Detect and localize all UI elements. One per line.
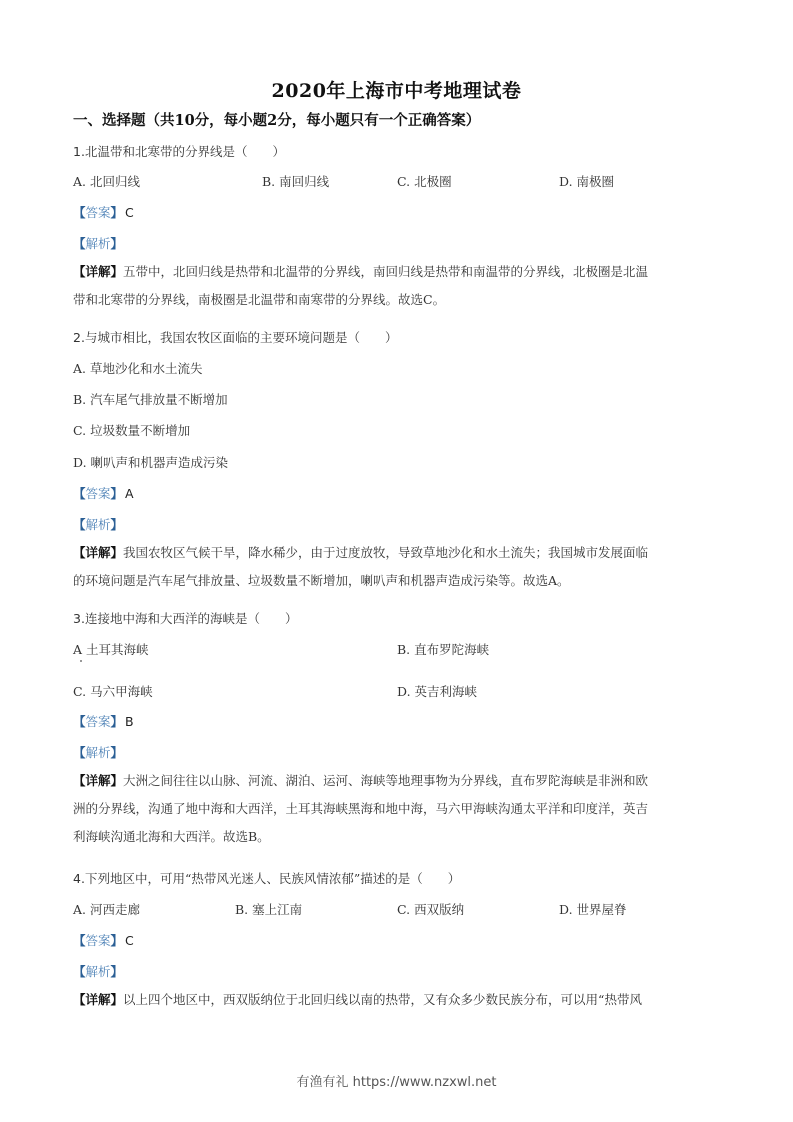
- detail-paragraph: [73, 986, 721, 1014]
- detail-line: 利海峡沟通北海和大西洋。故选B。: [73, 829, 270, 844]
- bracket-close: 】: [110, 545, 124, 560]
- answer-label: 答案: [85, 933, 111, 948]
- answer-line: [73, 484, 134, 502]
- bracket-open: 【: [73, 236, 86, 251]
- detail-label: 详解: [85, 545, 111, 560]
- detail-line: [73, 539, 721, 567]
- option-c: C. 西双版纳: [397, 902, 465, 917]
- question-number: 2.: [73, 330, 85, 345]
- bracket-open: 【: [73, 773, 86, 788]
- question-number: 4.: [73, 871, 85, 886]
- answer-line: [73, 203, 134, 221]
- option-a: A. 草地沙化和水土流失: [73, 361, 203, 376]
- answer-value: A: [125, 486, 134, 501]
- bracket-open: 【: [73, 745, 86, 760]
- answer-line: [73, 712, 134, 730]
- bracket-close: 】: [110, 714, 124, 729]
- detail-text: 以上四个地区中，西双版纳位于北回归线以南的热带，又有众多少数民族分布，可以用“热带风: [123, 992, 642, 1007]
- detail-label: 详解: [85, 992, 111, 1007]
- answer-label: 答案: [85, 714, 111, 729]
- bracket-close: 】: [110, 205, 124, 220]
- analysis-label-line: [73, 234, 123, 252]
- detail-paragraph: [73, 767, 721, 851]
- detail-text: 我国农牧区气候干旱，降水稀少，由于过度放牧，导致草地沙化和水土流失；我国城市发展面临: [123, 545, 649, 560]
- detail-paragraph: [73, 258, 721, 314]
- question-text: 下列地区中，可用“热带风光迷人、民族风情浓郁”描述的是（ ）: [84, 871, 461, 886]
- bracket-close: 】: [110, 933, 124, 948]
- bracket-close: 】: [110, 773, 124, 788]
- footer-watermark: 有渔有礼 https://www.nzxwl.net: [296, 1075, 497, 1090]
- bracket-open: 【: [73, 264, 86, 279]
- option-a: A. 河西走廊: [73, 902, 140, 917]
- detail-label: 详解: [85, 773, 111, 788]
- option-b: B. 南回归线: [262, 174, 330, 189]
- bracket-close: 】: [110, 964, 124, 979]
- bracket-open: 【: [73, 486, 86, 501]
- option-a: A. 北回归线: [73, 174, 140, 189]
- answer-label: 答案: [85, 486, 111, 501]
- analysis-label: 解析: [85, 964, 111, 979]
- bracket-open: 【: [73, 545, 86, 560]
- option-d: D. 喇叭声和机器声造成污染: [73, 455, 229, 470]
- bracket-open: 【: [73, 714, 86, 729]
- detail-line: 带和北寒带的分界线，南极圈是北温带和南寒带的分界线。故选C。: [73, 292, 446, 307]
- bracket-close: 】: [110, 486, 124, 501]
- answer-value: B: [125, 714, 134, 729]
- question-2-stem: [73, 328, 397, 346]
- question-1-stem: [73, 142, 285, 160]
- question-number: 1.: [73, 144, 85, 159]
- option-b: B. 直布罗陀海峡: [397, 642, 490, 657]
- analysis-label-line: [73, 743, 123, 761]
- option-d: D. 南极圈: [559, 174, 615, 189]
- analysis-label: 解析: [85, 745, 111, 760]
- bracket-open: 【: [73, 992, 86, 1007]
- detail-line: [73, 258, 721, 286]
- answer-line: [73, 931, 134, 949]
- detail-line: 洲的分界线，沟通了地中海和大西洋，土耳其海峡黑海和地中海，马六甲海峡沟通太平洋和印度洋，英吉: [73, 801, 649, 816]
- bracket-close: 】: [110, 517, 124, 532]
- question-4-stem: [73, 869, 460, 887]
- detail-line: [73, 986, 721, 1014]
- analysis-label-line: [73, 515, 123, 533]
- bracket-open: 【: [73, 964, 86, 979]
- option-a: A 土耳其海峡: [73, 642, 149, 657]
- option-c: C. 垃圾数量不断增加: [73, 423, 191, 438]
- page-title: 2020年上海市中考地理试卷: [271, 80, 522, 102]
- question-text: 连接地中海和大西洋的海峡是（ ）: [84, 611, 298, 626]
- detail-text: 大洲之间往往以山脉、河流、湖泊、运河、海峡等地理事物为分界线，直布罗陀海峡是非洲和欧: [123, 773, 649, 788]
- bracket-close: 】: [110, 264, 124, 279]
- question-number: 3.: [73, 611, 85, 626]
- question-3-stem: [73, 609, 297, 627]
- bracket-open: 【: [73, 517, 86, 532]
- detail-text: 五带中，北回归线是热带和北温带的分界线，南回归线是热带和南温带的分界线，北极圈是北温: [123, 264, 649, 279]
- detail-label: 详解: [85, 264, 111, 279]
- bracket-close: 】: [110, 236, 124, 251]
- bracket-open: 【: [73, 205, 86, 220]
- detail-line: 的环境问题是汽车尾气排放量、垃圾数量不断增加，喇叭声和机器声造成污染等。故选A。: [73, 573, 570, 588]
- option-b: B. 塞上江南: [235, 902, 303, 917]
- question-text: 北温带和北寒带的分界线是（ ）: [84, 144, 285, 159]
- option-c: C. 北极圈: [397, 174, 452, 189]
- detail-line: [73, 767, 721, 795]
- detail-paragraph: [73, 539, 721, 595]
- option-b: B. 汽车尾气排放量不断增加: [73, 392, 228, 407]
- question-text: 与城市相比，我国农牧区面临的主要环境问题是（ ）: [84, 330, 398, 345]
- analysis-label: 解析: [85, 517, 111, 532]
- option-c: C. 马六甲海峡: [73, 684, 153, 699]
- bracket-close: 】: [110, 745, 124, 760]
- answer-value: C: [125, 205, 134, 220]
- answer-value: C: [125, 933, 134, 948]
- analysis-label: 解析: [85, 236, 111, 251]
- bracket-open: 【: [73, 933, 86, 948]
- stray-dot: [80, 660, 82, 662]
- section-heading: 一、选择题（共10分，每小题2分，每小题只有一个正确答案）: [73, 112, 481, 129]
- analysis-label-line: [73, 962, 123, 980]
- option-d: D. 世界屋脊: [559, 902, 627, 917]
- option-d: D. 英吉利海峡: [397, 684, 478, 699]
- answer-label: 答案: [85, 205, 111, 220]
- bracket-close: 】: [110, 992, 124, 1007]
